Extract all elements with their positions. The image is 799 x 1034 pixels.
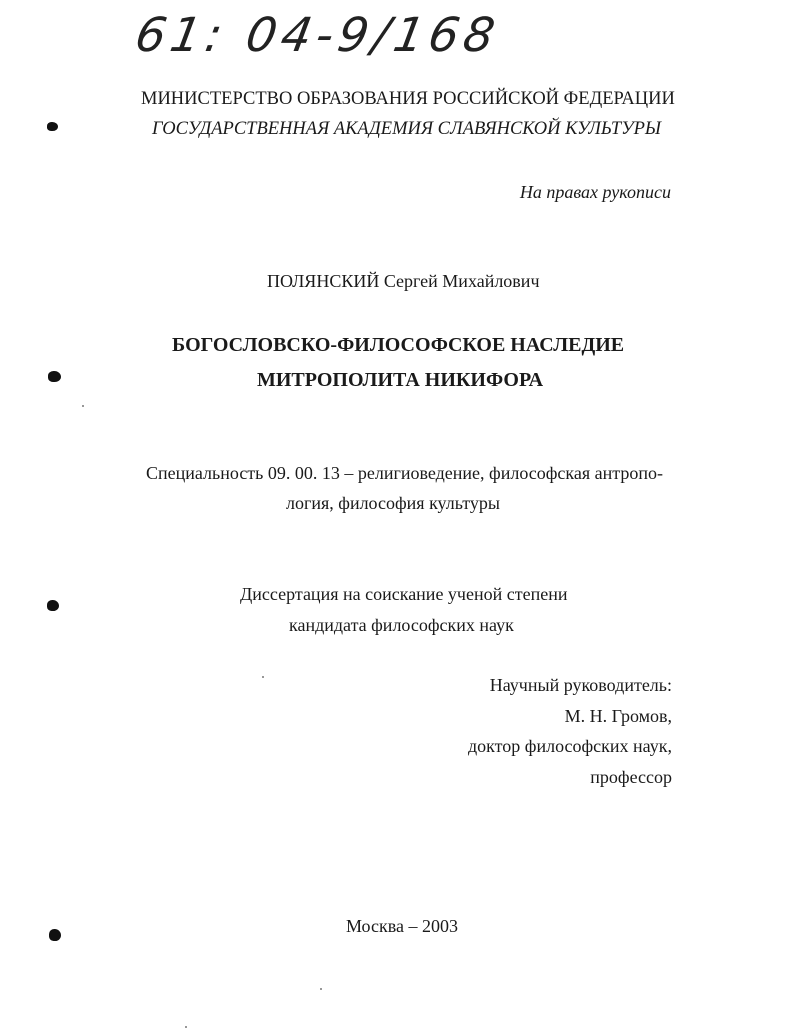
scan-speck — [262, 676, 264, 678]
academy-heading: ГОСУДАРСТВЕННАЯ АКАДЕМИЯ СЛАВЯНСКОЙ КУЛЬТУРЫ — [152, 119, 662, 139]
author-name: ПОЛЯНСКИЙ Сергей Михайлович — [267, 271, 540, 291]
specialty-line-1: Специальность 09. 00. 13 – религиоведение, философская антропо- — [146, 463, 663, 483]
punch-hole-mark — [47, 600, 59, 611]
punch-hole-mark — [49, 929, 61, 941]
city-year: Москва – 2003 — [346, 916, 458, 936]
dissertation-line-1: Диссертация на соискание ученой степени — [240, 584, 568, 604]
scan-speck — [185, 1026, 187, 1028]
punch-hole-mark — [48, 371, 61, 382]
punch-hole-mark — [47, 122, 58, 131]
scan-speck — [320, 988, 322, 990]
rights-note: На правах рукописи — [519, 182, 671, 202]
thesis-title-line-1: БОГОСЛОВСКО-ФИЛОСОФСКОЕ НАСЛЕДИЕ — [172, 334, 625, 356]
archive-code-handwritten: 61: 04-9/168 — [131, 8, 504, 63]
supervisor-title: профессор — [590, 767, 672, 787]
supervisor-label: Научный руководитель: — [489, 675, 672, 695]
specialty-line-2: логия, философия культуры — [286, 493, 500, 513]
thesis-title-line-2: МИТРОПОЛИТА НИКИФОРА — [257, 369, 544, 391]
dissertation-line-2: кандидата философских наук — [289, 615, 514, 635]
scan-speck — [82, 405, 84, 407]
supervisor-name: М. Н. Громов, — [564, 706, 672, 726]
ministry-heading: МИНИСТЕРСТВО ОБРАЗОВАНИЯ РОССИЙСКОЙ ФЕДЕРАЦИИ — [141, 89, 675, 109]
supervisor-degree: доктор философских наук, — [468, 736, 672, 756]
